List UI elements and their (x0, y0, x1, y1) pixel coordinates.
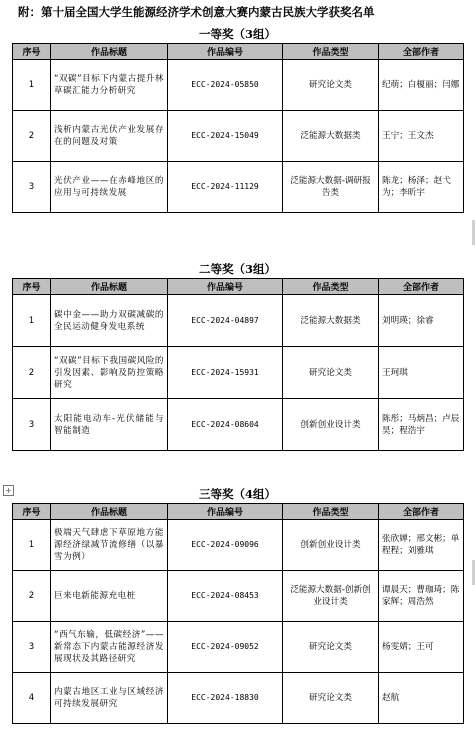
header-no: 序号 (13, 504, 51, 520)
header-type: 作品类型 (283, 44, 379, 60)
cell-title: “双碳”目标下我国碳风险的引发因素、影响及防控策略研究 (51, 347, 168, 399)
cell-no: 2 (13, 347, 51, 399)
cell-type: 研究论文类 (283, 673, 379, 724)
cell-code: ECC-2024-05850 (168, 60, 283, 111)
cell-no: 3 (13, 622, 51, 673)
cell-code: ECC-2024-08453 (168, 571, 283, 622)
header-type: 作品类型 (283, 279, 379, 295)
header-authors: 全部作者 (379, 44, 464, 60)
first-prize-table (12, 43, 464, 213)
cell-type: 泛能源大数据类 (283, 295, 379, 347)
table-row (13, 111, 464, 162)
cell-type: 创新创业设计类 (283, 520, 379, 571)
cell-title: 内蒙古地区工业与区域经济可持续发展研究 (51, 673, 168, 724)
table-row (13, 622, 464, 673)
table-row (13, 520, 464, 571)
header-no: 序号 (13, 279, 51, 295)
cell-type: 泛能源大数据-创新创业设计类 (283, 571, 379, 622)
table-row (13, 162, 464, 213)
cell-type: 创新创业设计类 (283, 399, 379, 451)
section-title-second-prize: 二等奖（3组） (198, 262, 276, 276)
cell-title: “双碳”目标下内蒙古提升林草碳汇能力分析研究 (51, 60, 168, 111)
cell-authors: 杨雯婧；王可 (379, 622, 464, 673)
header-authors: 全部作者 (379, 504, 464, 520)
cell-type: 研究论文类 (283, 347, 379, 399)
cell-type: 研究论文类 (283, 622, 379, 673)
cell-no: 3 (13, 162, 51, 213)
cell-no: 1 (13, 60, 51, 111)
cell-no: 2 (13, 111, 51, 162)
cell-authors: 谭晨天；曹珈琦；陈家辉；周浩然 (379, 571, 464, 622)
cell-code: ECC-2024-04897 (168, 295, 283, 347)
cell-title: 太阳能电动车-光伏储能与智能制造 (51, 399, 168, 451)
table-header-row (13, 44, 464, 60)
cell-authors: 刘明瑛；徐睿 (379, 295, 464, 347)
header-code: 作品编号 (168, 504, 283, 520)
header-code: 作品编号 (168, 44, 283, 60)
cell-authors: 纪萌；白榎丽；闫娜 (379, 60, 464, 111)
cell-no: 3 (13, 399, 51, 451)
cell-type: 泛能源大数据-调研报告类 (283, 162, 379, 213)
cell-code: ECC-2024-09052 (168, 622, 283, 673)
table-row (13, 347, 464, 399)
header-type: 作品类型 (283, 504, 379, 520)
table-header-row (13, 504, 464, 520)
cell-type: 泛能源大数据类 (283, 111, 379, 162)
cell-no: 1 (13, 520, 51, 571)
table-row (13, 673, 464, 724)
header-authors: 全部作者 (379, 279, 464, 295)
cell-title: 光伏产业——在赤峰地区的应用与可持续发展 (51, 162, 168, 213)
table-row (13, 399, 464, 451)
table-header-row (13, 279, 464, 295)
cell-type: 研究论文类 (283, 60, 379, 111)
cell-title: 极端天气肆虐下草原地方能源经济绿减节流修缮（以暴雪为例） (51, 520, 168, 571)
cell-code: ECC-2024-15931 (168, 347, 283, 399)
third-prize-table (12, 503, 464, 724)
cell-title: “西气东输，低碳经济”——新常态下内蒙古能源经济发展现状及其路径研究 (51, 622, 168, 673)
section-title-third-prize: 三等奖（4组） (198, 487, 276, 501)
cell-authors: 赵航 (379, 673, 464, 724)
header-title: 作品标题 (51, 279, 168, 295)
table-row (13, 60, 464, 111)
cell-code: ECC-2024-09096 (168, 520, 283, 571)
cell-title: 巨来电新能源充电桩 (51, 571, 168, 622)
header-code: 作品编号 (168, 279, 283, 295)
cell-no: 4 (13, 673, 51, 724)
second-prize-table (12, 278, 464, 451)
table-row (13, 571, 464, 622)
cell-code: ECC-2024-15049 (168, 111, 283, 162)
cell-code: ECC-2024-18830 (168, 673, 283, 724)
table-move-handle[interactable]: + (3, 485, 14, 496)
cell-title: 浅析内蒙古光伏产业发展存在的问题及对策 (51, 111, 168, 162)
header-title: 作品标题 (51, 44, 168, 60)
cell-authors: 王宁；王文杰 (379, 111, 464, 162)
cell-authors: 王珂琪 (379, 347, 464, 399)
section-title-first-prize: 一等奖（3组） (198, 27, 276, 41)
header-no: 序号 (13, 44, 51, 60)
cell-authors: 陈龙；杨泽；赵弋为；李昕宇 (379, 162, 464, 213)
cell-no: 2 (13, 571, 51, 622)
cell-authors: 陈彤；马炳昌；卢辰昊；程浩宇 (379, 399, 464, 451)
table-row (13, 295, 464, 347)
cell-code: ECC-2024-08604 (168, 399, 283, 451)
cell-authors: 张欣婵；邢文彬；单程程；刘雅琪 (379, 520, 464, 571)
header-title: 作品标题 (51, 504, 168, 520)
cell-title: 碳中金——助力双碳减碳的全民运动健身发电系统 (51, 295, 168, 347)
cell-code: ECC-2024-11129 (168, 162, 283, 213)
document-title: 附：第十届全国大学生能源经济学术创意大赛内蒙古民族大学获奖名单 (18, 5, 375, 19)
cell-no: 1 (13, 295, 51, 347)
